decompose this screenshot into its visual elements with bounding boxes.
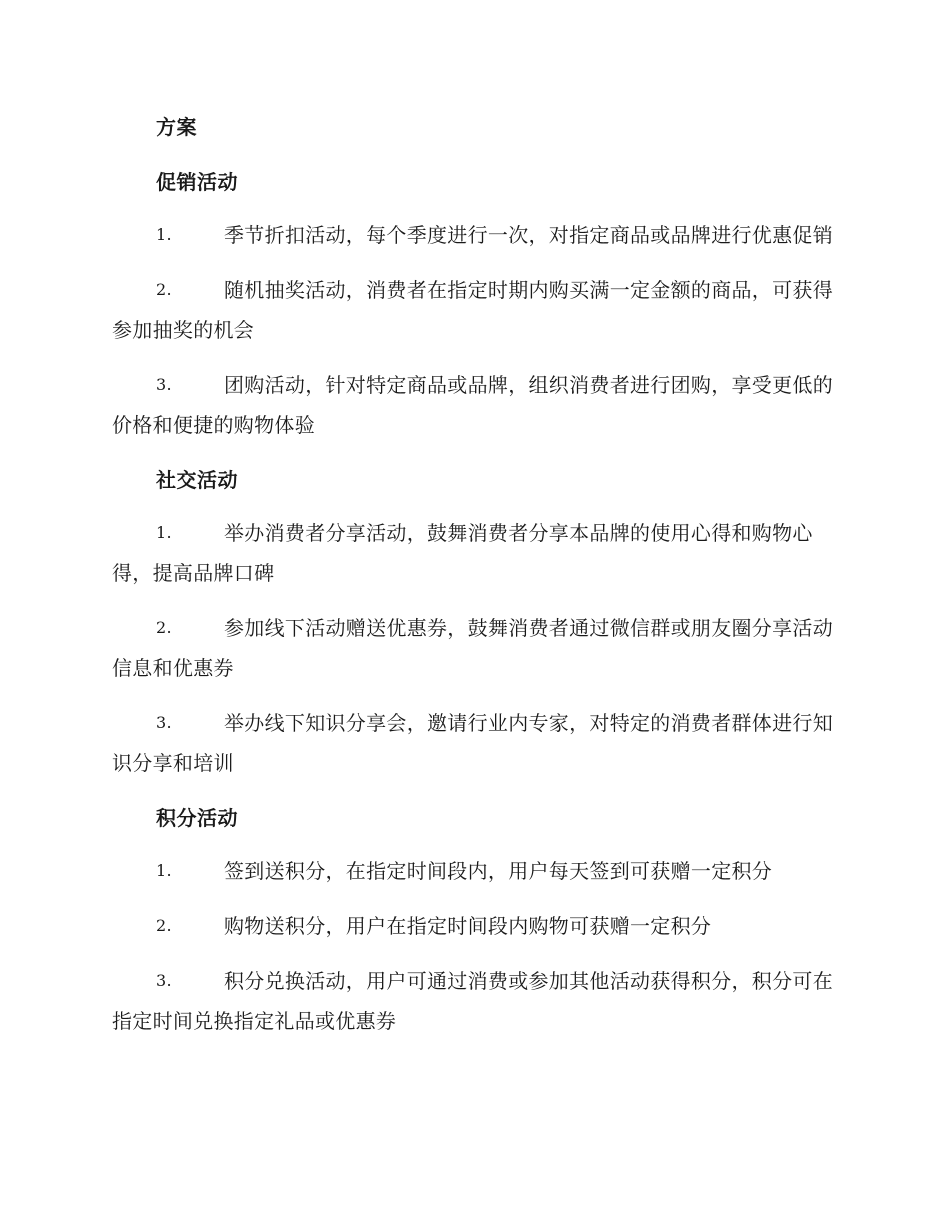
list-item-text: 随机抽奖活动，消费者在指定时期内购买满一定金额的商品，可获得参加抽奖的机会: [112, 278, 833, 342]
list-item-number: 1.: [156, 861, 172, 880]
section-heading-promotion: 促销活动: [156, 170, 238, 194]
list-item-number: 3.: [156, 375, 172, 394]
list-item-text: 举办消费者分享活动，鼓舞消费者分享本品牌的使用心得和购物心得，提高品牌口碑: [112, 521, 813, 585]
list-item-text: 团购活动，针对特定商品或品牌，组织消费者进行团购，享受更低的价格和便捷的购物体验: [112, 373, 833, 437]
list-item: [112, 851, 834, 891]
list-item: [112, 270, 834, 350]
list-item: [112, 906, 834, 946]
list-item-text: 季节折扣活动，每个季度进行一次，对指定商品或品牌进行优惠促销: [224, 223, 833, 247]
section-list-points: [112, 851, 834, 1041]
list-item-text: 举办线下知识分享会，邀请行业内专家，对特定的消费者群体进行知识分享和培训: [112, 711, 833, 775]
section-list-social: [112, 513, 834, 783]
list-item: [112, 365, 834, 445]
list-item: [112, 608, 834, 688]
list-item-number: 1.: [156, 225, 172, 244]
list-item-number: 2.: [156, 916, 172, 935]
section-heading-social: 社交活动: [156, 468, 238, 492]
document-title: 方案: [156, 115, 197, 139]
section-heading-points: 积分活动: [156, 806, 238, 830]
list-item-text: 参加线下活动赠送优惠券，鼓舞消费者通过微信群或朋友圈分享活动信息和优惠券: [112, 616, 833, 680]
list-item: [112, 961, 834, 1041]
list-item-number: 2.: [156, 618, 172, 637]
list-item-number: 2.: [156, 280, 172, 299]
list-item: [112, 215, 834, 255]
list-item-number: 3.: [156, 713, 172, 732]
list-item-number: 3.: [156, 971, 172, 990]
list-item-text: 签到送积分，在指定时间段内，用户每天签到可获赠一定积分: [224, 859, 773, 883]
list-item: [112, 703, 834, 783]
list-item: [112, 513, 834, 593]
list-item-text: 购物送积分，用户在指定时间段内购物可获赠一定积分: [224, 914, 712, 938]
list-item-number: 1.: [156, 523, 172, 542]
section-list-promotion: [112, 215, 834, 445]
document-body: [112, 107, 834, 1056]
list-item-text: 积分兑换活动，用户可通过消费或参加其他活动获得积分，积分可在指定时间兑换指定礼品或优惠券: [112, 969, 833, 1033]
